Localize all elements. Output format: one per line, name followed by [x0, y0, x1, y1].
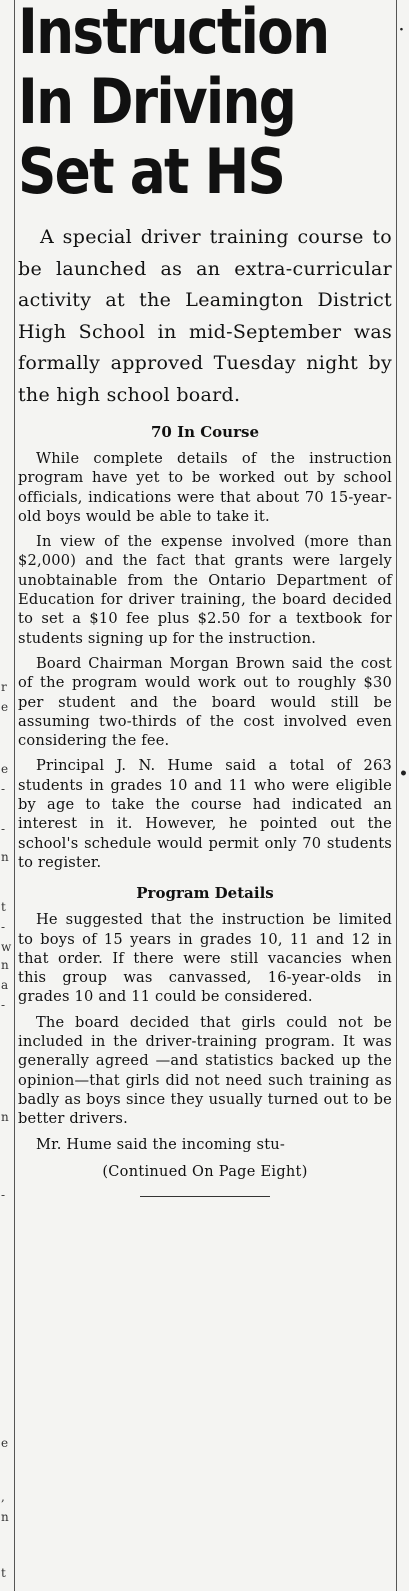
gutter-char: t	[1, 1566, 6, 1580]
gutter-char: -	[1, 782, 6, 796]
column-rule-left	[14, 0, 15, 1591]
headline-line: Set at HS	[18, 135, 285, 208]
body-paragraph: The board decided that girls could not be included in the driver-training program. It was generally agreed —and statistics backed up the opinion—that girls did not need such training as badly as boys since they usually turned out to be better drivers.	[18, 1013, 392, 1128]
lead-paragraph: A special driver training course to be launched as an extra-curricular activity at the Leamington District High School in mid-September was formally approved Tuesday night by the high school board.	[18, 226, 392, 406]
gutter-char: r	[1, 680, 7, 694]
gutter-char: -	[1, 822, 6, 836]
subhead: 70 In Course	[151, 423, 259, 441]
adjacent-column-fragment	[0, 0, 12, 1591]
body-paragraph: Mr. Hume said the incoming stu-	[36, 1135, 286, 1153]
gutter-char: a	[1, 978, 9, 992]
body-paragraph: In view of the expense involved (more than $2,000) and the fact that grants were largely unobtainable from the Ontario Department of Education for driver training, the board decided to set a $10 fee plus $2.50 for a textbook for students signing up for the instruction.	[18, 533, 392, 647]
gutter-char: -	[1, 1188, 6, 1202]
gutter-char: e	[1, 1436, 9, 1450]
gutter-char: ,	[1, 1490, 5, 1504]
headline-line: Instruction	[18, 0, 329, 68]
headline	[18, 0, 340, 210]
gutter-char: w	[1, 940, 12, 954]
margin-mark: •	[399, 766, 408, 782]
gutter-char: n	[1, 1510, 9, 1524]
gutter-char: -	[1, 998, 6, 1012]
body-paragraph: Principal J. N. Hume said a total of 263 students in grades 10 and 11 who were eligible by age to take the course had indicated an interest in it. However, he pointed out the school's schedule would permit only 70 students to register.	[18, 757, 392, 871]
continuation-note: (Continued On Page Eight)	[102, 1163, 308, 1180]
gutter-char: n	[1, 958, 9, 972]
gutter-char: e	[1, 700, 9, 714]
gutter-char: e	[1, 762, 9, 776]
margin-mark: ·	[399, 22, 404, 38]
end-rule	[140, 1196, 270, 1197]
gutter-char: n	[1, 1110, 9, 1124]
body-paragraph: He suggested that the instruction be limited to boys of 15 years in grades 10, 11 and 12 in that order. If there were still vacancies when this group was canvassed, 16-year-olds in grades 10 and 11 could be considered.	[18, 911, 392, 1006]
body-paragraph: While complete details of the instruction program have yet to be worked out by school officials, indications were that about 70 15-year-old boys would be able to take it.	[18, 450, 392, 525]
gutter-char: t	[1, 900, 6, 914]
body-paragraph: Board Chairman Morgan Brown said the cost of the program would work out to roughly $30 per student and the board would still be assuming two-thirds of the cost involved even considering the fee.	[18, 654, 392, 750]
gutter-char: n	[1, 850, 9, 864]
news-article	[18, 0, 392, 1197]
gutter-char: -	[1, 920, 6, 934]
subhead: Program Details	[136, 884, 274, 903]
column-rule-right	[396, 0, 397, 1591]
headline-line: In Driving	[18, 65, 296, 138]
